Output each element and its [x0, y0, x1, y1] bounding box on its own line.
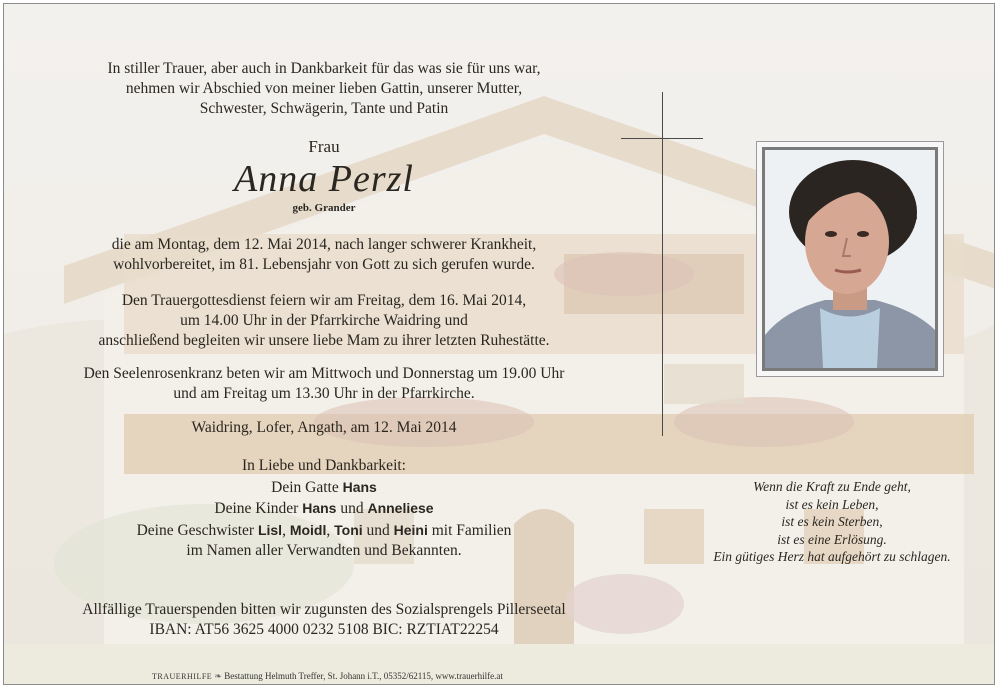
mourner-siblings: Deine Geschwister Lisl, Moidl, Toni und Heini mit Familien	[136, 521, 512, 539]
mourner-name: Moidl	[289, 521, 327, 538]
mourner-prefix: Deine Geschwister	[136, 521, 255, 539]
text-line: anschließend begleiten wir unsere liebe Mam zu ihrer letzten Ruhestätte.	[98, 332, 550, 349]
intro-line: Schwester, Schwägerin, Tante und Patin	[199, 100, 449, 117]
mourner-name: Anneliese	[367, 500, 434, 516]
trauerhilfe-logo-icon: ❧	[214, 671, 222, 681]
quote-line: Ein gütiges Herz hat aufgehört zu schlagen.	[713, 549, 951, 564]
mourners-heading: In Liebe und Dankbarkeit:	[242, 457, 406, 474]
deceased-name: Anna Perzl	[234, 158, 414, 200]
death-notice	[44, 235, 604, 275]
mourner-children	[44, 498, 604, 520]
footer-text: Bestattung Helmuth Treffer, St. Johann i.T., 05352/62115, www.trauerhilfe.at	[224, 671, 503, 681]
text-line: um 14.00 Uhr in der Pfarrkirche Waidring und	[180, 312, 468, 329]
intro-line: In stiller Trauer, aber auch in Dankbarkeit für das was sie für uns war,	[107, 60, 541, 77]
birth-name: geb. Grander	[292, 202, 356, 214]
mourner-name: Heini	[393, 521, 428, 538]
portrait-frame	[756, 141, 944, 377]
text-line: Allfällige Trauerspenden bitten wir zugunsten des Sozialsprengels Pillerseetal	[82, 601, 566, 618]
mourner-spouse	[44, 477, 604, 499]
text-line: wohlvorbereitet, im 81. Lebensjahr von Gott zu sich gerufen wurde.	[113, 256, 535, 273]
quote-line: ist es kein Sterben,	[781, 514, 883, 529]
conjunction: und	[366, 521, 390, 539]
obituary-card	[3, 3, 995, 685]
quote-line: ist es kein Leben,	[785, 496, 879, 512]
quote-line: ist es eine Erlösung.	[777, 531, 887, 547]
intro-line: nehmen wir Abschied von meiner lieben Gattin, unserer Mutter,	[125, 80, 523, 97]
footer-brand: TRAUERHILFE	[152, 672, 213, 681]
quote-line: Wenn die Kraft zu Ende geht,	[753, 479, 911, 494]
text-line: und am Freitag um 13.30 Uhr in der Pfarrkirche.	[173, 385, 475, 402]
funeral-service-notice	[44, 291, 604, 351]
intro-text	[64, 59, 584, 119]
mourner-suffix: mit Familien	[431, 521, 512, 539]
portrait-illustration	[765, 150, 935, 368]
mourner-prefix: Deine Kinder	[214, 500, 299, 517]
text-line: die am Montag, dem 12. Mai 2014, nach langer schwerer Krankheit,	[111, 236, 537, 253]
conjunction: und	[340, 500, 364, 517]
mourner-others: im Namen aller Verwandten und Bekannten.	[186, 542, 462, 559]
mourner-name: Lisl	[257, 521, 283, 538]
rosary-notice	[44, 364, 604, 404]
mourner-name: Hans	[302, 500, 337, 516]
salutation: Frau	[308, 137, 340, 156]
donation-notice	[44, 600, 604, 640]
memorial-quote	[707, 478, 957, 566]
mourners-list	[44, 456, 604, 562]
cross-icon-bar	[621, 138, 703, 139]
footer	[152, 671, 503, 682]
portrait-photo	[762, 147, 938, 371]
text-line: Den Trauergottesdienst feiern wir am Freitag, dem 16. Mai 2014,	[121, 292, 527, 309]
mourner-prefix: Dein Gatte	[271, 478, 339, 496]
place-date: Waidring, Lofer, Angath, am 12. Mai 2014	[191, 419, 457, 436]
bank-details: IBAN: AT56 3625 4000 0232 5108 BIC: RZTIAT22254	[149, 621, 499, 638]
mourner-name: Toni	[334, 521, 363, 538]
mourner-name: Hans	[342, 478, 377, 495]
text-line: Den Seelenrosenkranz beten wir am Mittwoch und Donnerstag um 19.00 Uhr	[83, 365, 565, 382]
cross-icon	[662, 92, 663, 436]
